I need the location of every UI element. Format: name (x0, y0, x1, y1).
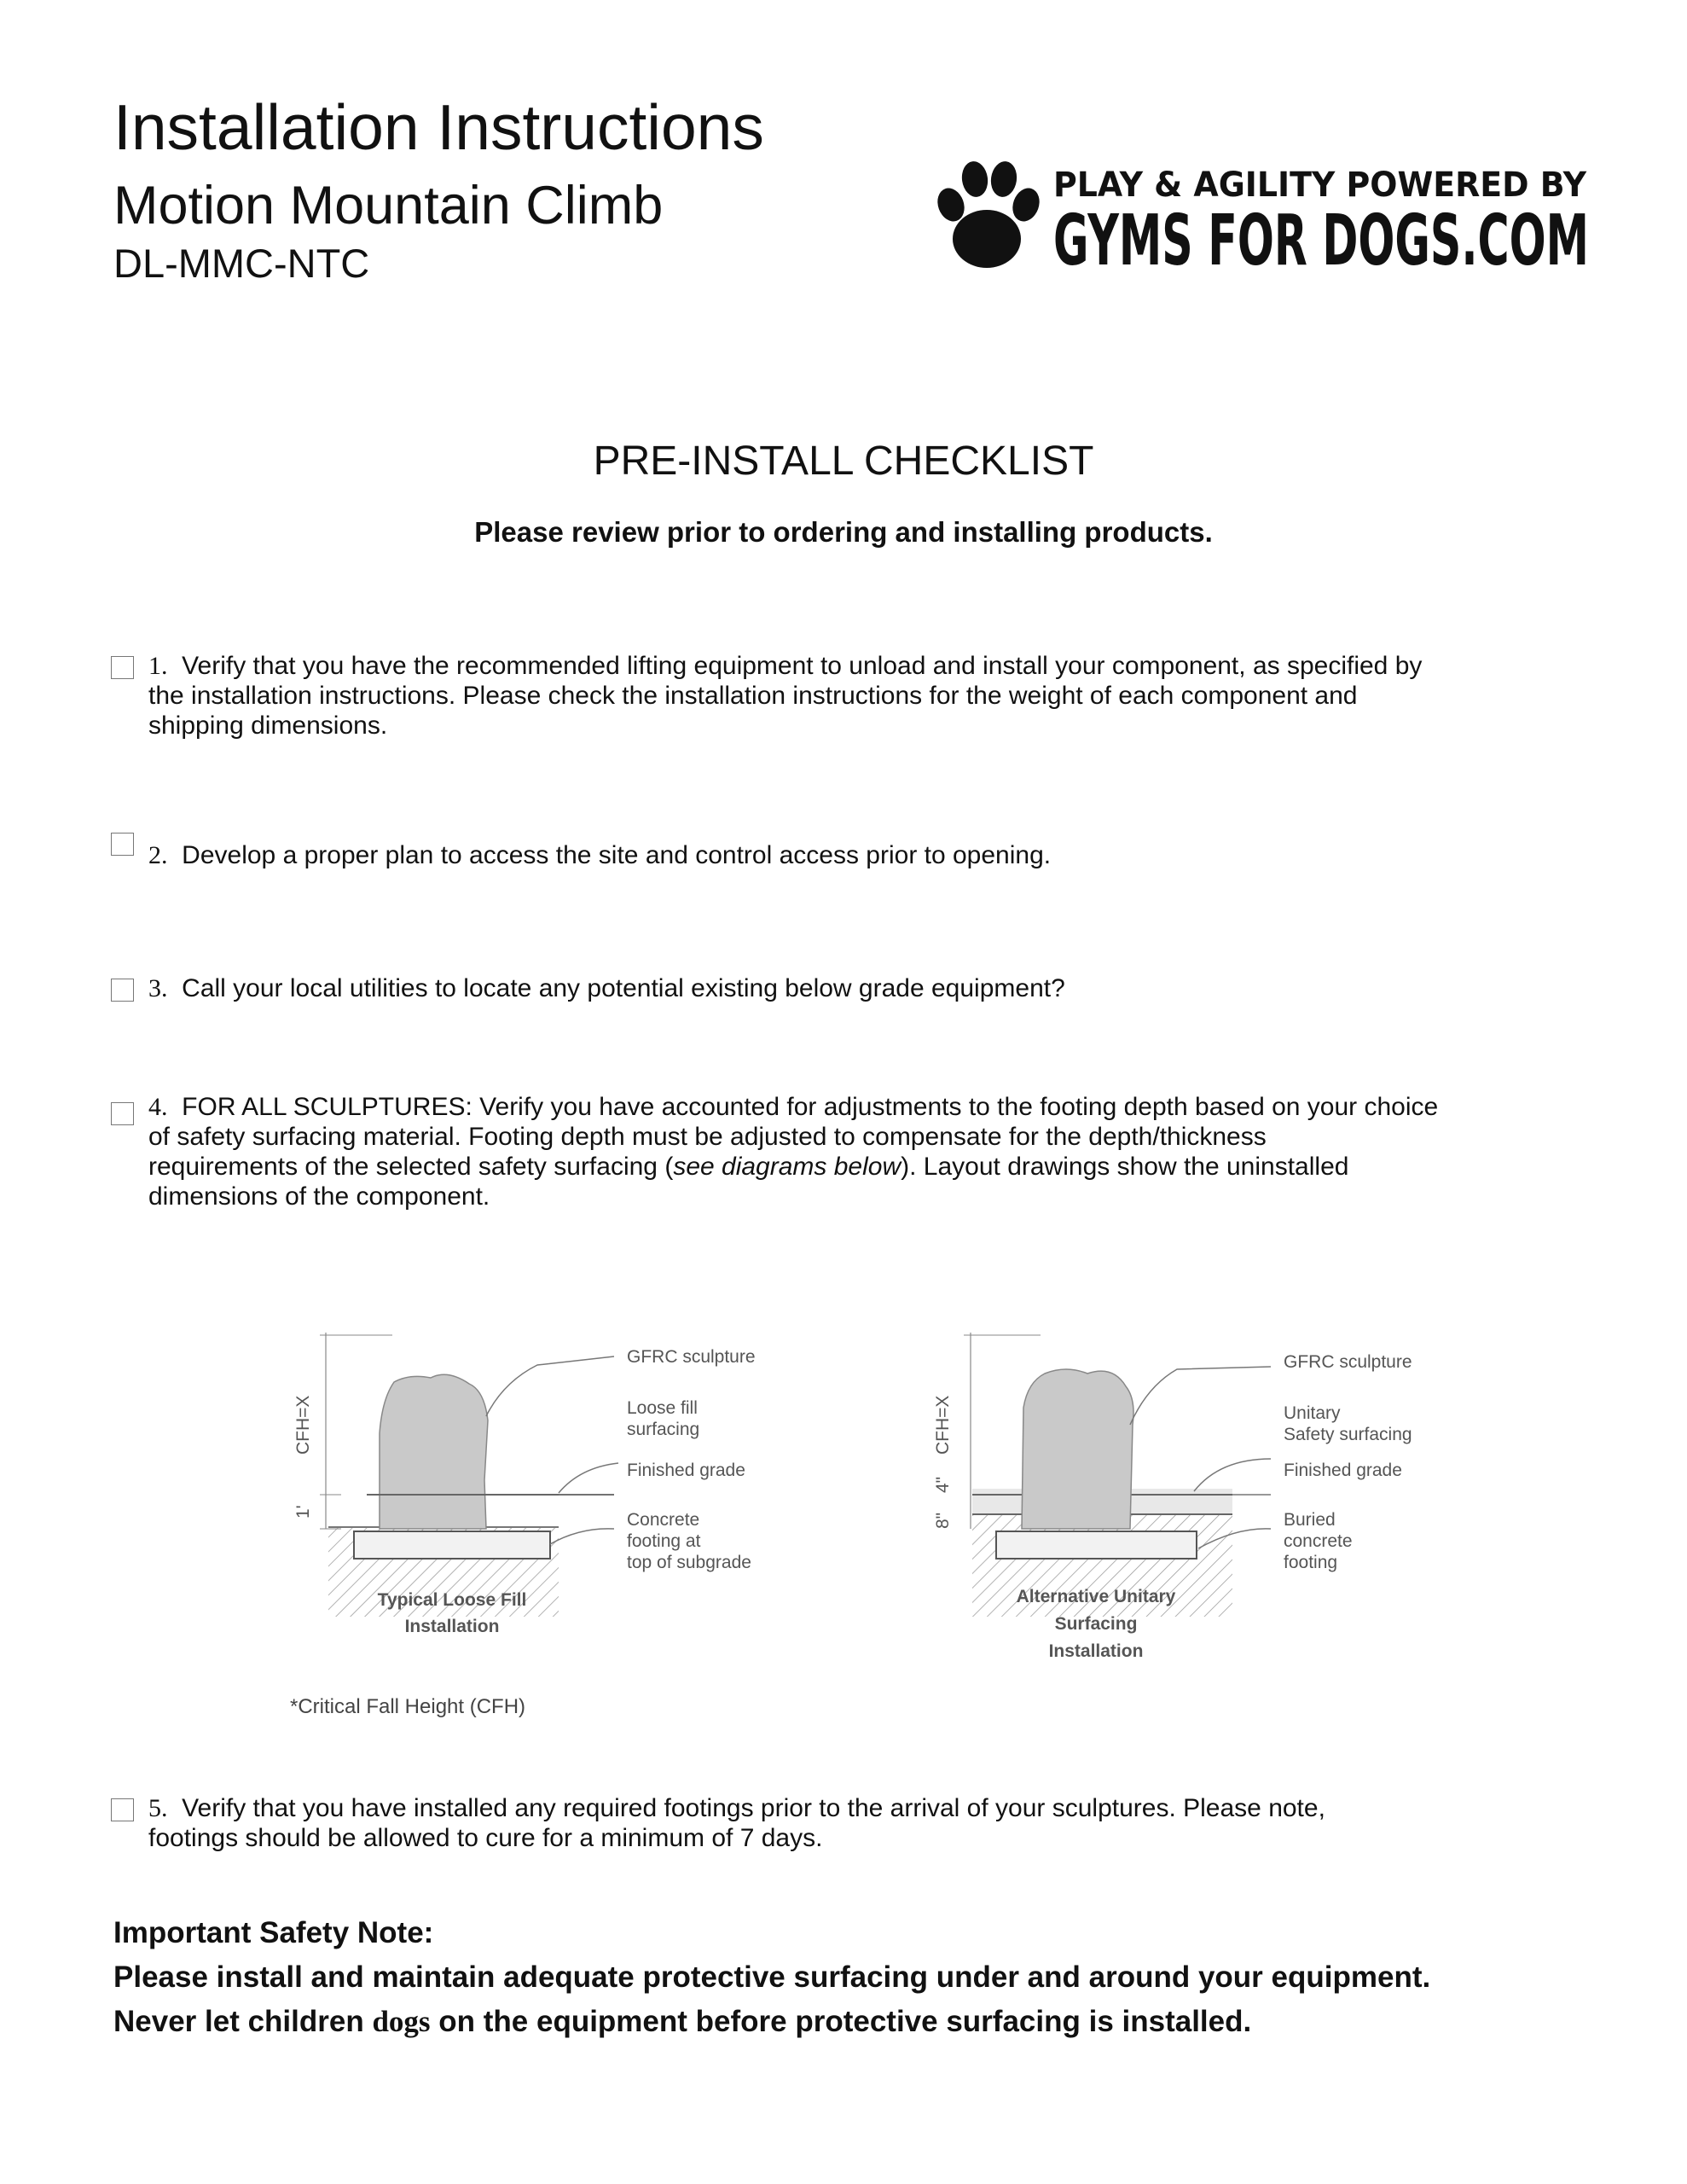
callout-gfrc-right: GFRC sculpture (1284, 1352, 1412, 1372)
checklist-item-2 (111, 840, 1561, 870)
callout-buried: Buried (1284, 1510, 1336, 1530)
logo-brand: GYMS FOR DOGS.COM (1053, 200, 1589, 277)
callout-loose-fill: Loose fill (627, 1398, 698, 1418)
callout-footing-right: footing (1284, 1553, 1338, 1572)
item-number: 3. (148, 974, 168, 1002)
item-number: 5. (148, 1794, 168, 1822)
item-text: footings should be allowed to cure for a minimum of 7 days. (148, 1824, 823, 1852)
depth-label-right-b: 4" (933, 1476, 953, 1493)
callout-surfacing: surfacing (627, 1420, 700, 1439)
item-text: dimensions of the component. (148, 1182, 490, 1211)
loose-fill-diagram (293, 1333, 756, 1636)
item-text: the installation instructions. Please check the installation instructions for the weight of each component and (148, 682, 1358, 710)
checklist-item-5 (111, 1793, 1561, 1853)
depth-label-left: 1' (293, 1505, 313, 1519)
callout-safety-surfacing: Safety surfacing (1284, 1425, 1412, 1444)
callout-unitary: Unitary (1284, 1403, 1341, 1423)
callout-subgrade: top of subgrade (627, 1553, 751, 1572)
item-text: requirements of the selected safety surfacing (see diagrams below). Layout drawings show the uninstalled (148, 1153, 1349, 1181)
unitary-surfacing-diagram (933, 1333, 1412, 1661)
item-text: Develop a proper plan to access the site and control access prior to opening. (182, 841, 1052, 869)
footing-diagrams (256, 1305, 1450, 1732)
callout-finished-grade-left: Finished grade (627, 1461, 745, 1480)
checklist-item-3 (111, 973, 1561, 1003)
item-number: 1. (148, 652, 168, 680)
depth-label-right-a: 8" (933, 1512, 953, 1529)
checkbox-item-2[interactable] (111, 833, 134, 856)
safety-line-2: Never let children dogs on the equipment before protective surfacing is installed. (113, 2005, 1252, 2038)
caption-right-1: Alternative Unitary (1016, 1587, 1176, 1606)
safety-line-1: Please install and maintain adequate protective surfacing under and around your equipment. (113, 1960, 1431, 1994)
checkbox-item-5[interactable] (111, 1798, 134, 1821)
checklist-item-1 (111, 651, 1561, 741)
product-name: Motion Mountain Climb (113, 176, 664, 235)
callout-finished-grade-right: Finished grade (1284, 1461, 1402, 1480)
paw-print-icon (934, 160, 1044, 268)
item-text: Call your local utilities to locate any potential existing below grade equipment? (182, 974, 1065, 1002)
cfh-label-left: CFH=X (293, 1395, 313, 1455)
brand-logo (934, 158, 1595, 277)
document-title: Installation Instructions (113, 91, 764, 163)
item-text: of safety surfacing material. Footing depth must be adjusted to compensate for the depth/thickness (148, 1123, 1267, 1151)
caption-left-2: Installation (404, 1617, 500, 1636)
checklist-subtitle: Please review prior to ordering and installing products. (474, 516, 1213, 548)
safety-note (113, 1911, 1649, 2044)
cfh-label-right: CFH=X (933, 1395, 953, 1455)
item-number: 4. (148, 1093, 168, 1121)
caption-right-3: Installation (1048, 1641, 1144, 1661)
checkbox-item-3[interactable] (111, 979, 134, 1002)
item-text: FOR ALL SCULPTURES: Verify you have accounted for adjustments to the footing depth based on your choice (182, 1093, 1439, 1121)
item-text: shipping dimensions. (148, 712, 388, 740)
checkbox-item-1[interactable] (111, 656, 134, 679)
product-code: DL-MMC-NTC (113, 241, 370, 286)
callout-footing-at: footing at (627, 1531, 701, 1551)
item-text: Verify that you have the recommended lifting equipment to unload and install your component, as specified by (182, 652, 1423, 680)
callout-gfrc-left: GFRC sculpture (627, 1347, 756, 1367)
checklist-title: PRE-INSTALL CHECKLIST (593, 439, 1094, 484)
callout-concrete: Concrete (627, 1510, 700, 1530)
caption-right-2: Surfacing (1054, 1614, 1138, 1634)
item-number: 2. (148, 841, 168, 869)
item-text: Verify that you have installed any required footings prior to the arrival of your sculptures. Please note, (182, 1794, 1325, 1822)
cfh-footnote: *Critical Fall Height (CFH) (290, 1695, 526, 1718)
checkbox-item-4[interactable] (111, 1102, 134, 1125)
logo-tagline: PLAY & AGILITY POWERED BY (1053, 166, 1587, 205)
callout-concrete-right: concrete (1284, 1531, 1353, 1551)
checklist-item-4 (111, 1092, 1561, 1211)
safety-heading: Important Safety Note: (113, 1916, 434, 1949)
caption-left-1: Typical Loose Fill (377, 1590, 527, 1610)
